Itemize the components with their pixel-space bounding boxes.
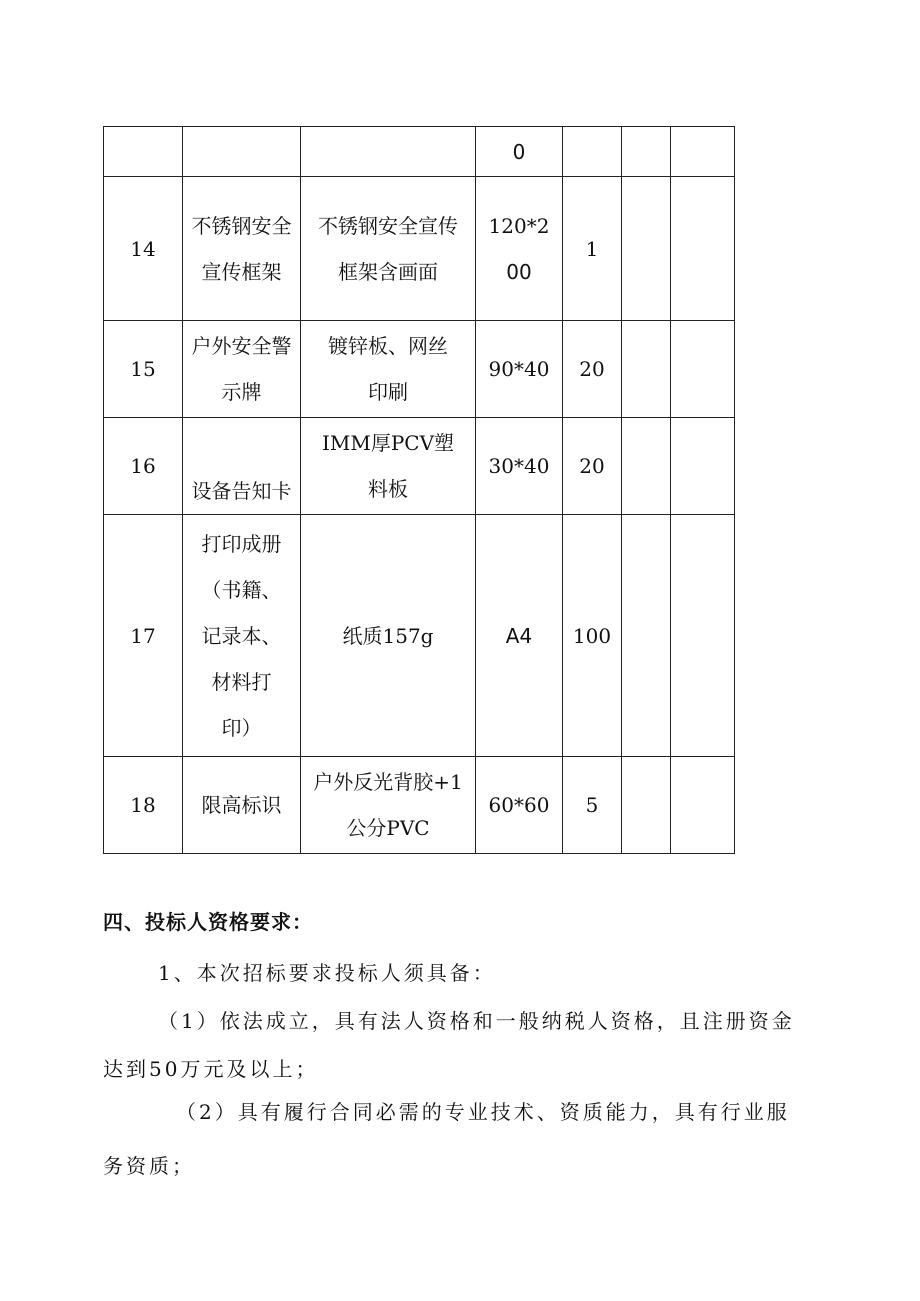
item-quantity [563,127,622,177]
row-number: 14 [104,177,183,321]
item-name [183,127,301,177]
item-name: 不锈钢安全 宣传框架 [183,177,301,321]
empty-cell [622,418,671,515]
empty-cell [622,177,671,321]
table-row [104,757,735,854]
item-quantity: 20 [563,321,622,418]
empty-cell [671,177,735,321]
item-material: IMM厚PCV塑 料板 [301,418,476,515]
item-name: 户外安全警 示牌 [183,321,301,418]
spec-table [103,126,735,854]
row-number: 18 [104,757,183,854]
empty-cell [671,515,735,757]
item-quantity: 5 [563,757,622,854]
empty-cell [671,127,735,177]
table-row [104,127,735,177]
item-name: 设备告知卡 [183,418,301,515]
item-name: 限高标识 [183,757,301,854]
item-quantity: 20 [563,418,622,515]
paragraph-requirement-2: （2）具有履行合同必需的专业技术、资质能力，具有行业服 [176,1100,790,1124]
empty-cell [622,127,671,177]
item-size: 60*60 [476,757,563,854]
table-row [104,177,735,321]
item-quantity: 100 [563,515,622,757]
row-number: 16 [104,418,183,515]
item-size: 30*40 [476,418,563,515]
item-material: 镀锌板、网丝 印刷 [301,321,476,418]
paragraph-intro: 1、本次招标要求投标人须具备： [158,961,496,985]
empty-cell [622,515,671,757]
empty-cell [671,418,735,515]
item-size: 120*2 00 [476,177,563,321]
row-number [104,127,183,177]
table-row [104,321,735,418]
item-size: 0 [476,127,563,177]
table-row [104,515,735,757]
item-size: A4 [476,515,563,757]
row-number: 15 [104,321,183,418]
section-heading: 四、投标人资格要求： [103,910,313,934]
paragraph-requirement-1: （1）依法成立，具有法人资格和一般纳税人资格，且注册资金 [158,1009,795,1033]
item-material [301,127,476,177]
empty-cell [622,321,671,418]
item-material: 户外反光背胶+1 公分PVC [301,757,476,854]
empty-cell [671,757,735,854]
paragraph-requirement-1-cont: 达到50万元及以上； [103,1057,319,1081]
item-size: 90*40 [476,321,563,418]
empty-cell [622,757,671,854]
empty-cell [671,321,735,418]
item-name: 打印成册 （书籍、 记录本、 材料打 印） [183,515,301,757]
item-material: 纸质157g [301,515,476,757]
item-material: 不锈钢安全宣传 框架含画面 [301,177,476,321]
table-row [104,418,735,515]
item-quantity: 1 [563,177,622,321]
paragraph-requirement-2-cont: 务资质； [103,1154,195,1178]
row-number: 17 [104,515,183,757]
